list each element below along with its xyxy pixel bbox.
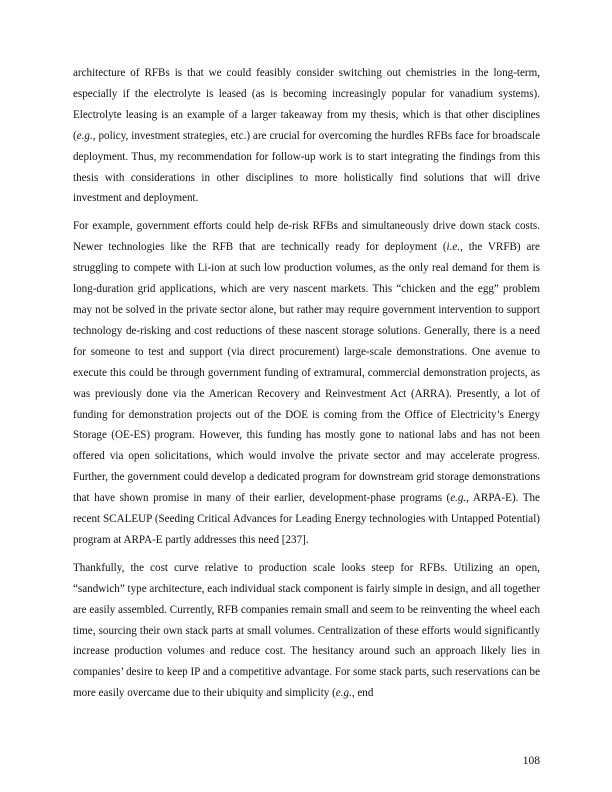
- page-body: [73, 63, 540, 711]
- paragraph-2: For example, government efforts could help de-risk RFBs and simultaneously drive down stack costs. Newer technologies like the RFB that are technically ready for deployment (i.e., the VRFB) are struggling to compete with Li-ion at such low production volumes, as the only real demand for them is long-duration grid applications, which are very nascent markets. This “chicken and the egg” problem may not be solved in the private sector alone, but rather may require government intervention to support technology de-risking and cost reductions of these nascent storage solutions. Generally, there is a need for someone to test and support (via direct procurement) large-scale demonstrations. One avenue to execute this could be through government funding of extramural, commercial demonstration projects, as was previously done via the American Recovery and Reinvestment Act (ARRA). Presently, a lot of funding for demonstration projects out of the DOE is coming from the Office of Electricity’s Energy Storage (OE-ES) program. However, this funding has mostly gone to national labs and has not been offered via open solicitations, which would involve the private sector and may accelerate progress. Further, the government could develop a dedicated program for downstream grid storage demonstrations that have shown promise in many of their earlier, development-phase programs (e.g., ARPA-E). The recent SCALEUP (Seeding Critical Advances for Leading Energy technologies with Untapped Potential) program at ARPA-E partly addresses this need [237].: [73, 220, 540, 546]
- paragraph-1: architecture of RFBs is that we could feasibly consider switching out chemistries in the long-term, especially if the electrolyte is leased (as is becoming increasingly popular for vanadium systems). Electrolyte leasing is an example of a larger takeaway from my thesis, which is that other disciplines (e.g., policy, investment strategies, etc.) are crucial for overcoming the hurdles RFBs face for broadscale deployment. Thus, my recommendation for follow-up work is to start integrating the findings from this thesis with considerations in other disciplines to more holistically find solutions that will drive investment and deployment.: [73, 67, 540, 205]
- paragraph-3: Thankfully, the cost curve relative to production scale looks steep for RFBs. Utilizing an open, “sandwich” type architecture, each individual stack component is fairly simple in design, and all together are easily assembled. Currently, RFB companies remain small and seem to be reinventing the wheel each time, sourcing their own stack parts at small volumes. Centralization of these efforts would significantly increase production volumes and reduce cost. The hesitancy around such an approach likely lies in companies’ desire to keep IP and a competitive advantage. For some stack parts, such reservations can be more easily overcame due to their ubiquity and simplicity (e.g., end: [73, 561, 541, 700]
- page-number: 108: [522, 755, 540, 767]
